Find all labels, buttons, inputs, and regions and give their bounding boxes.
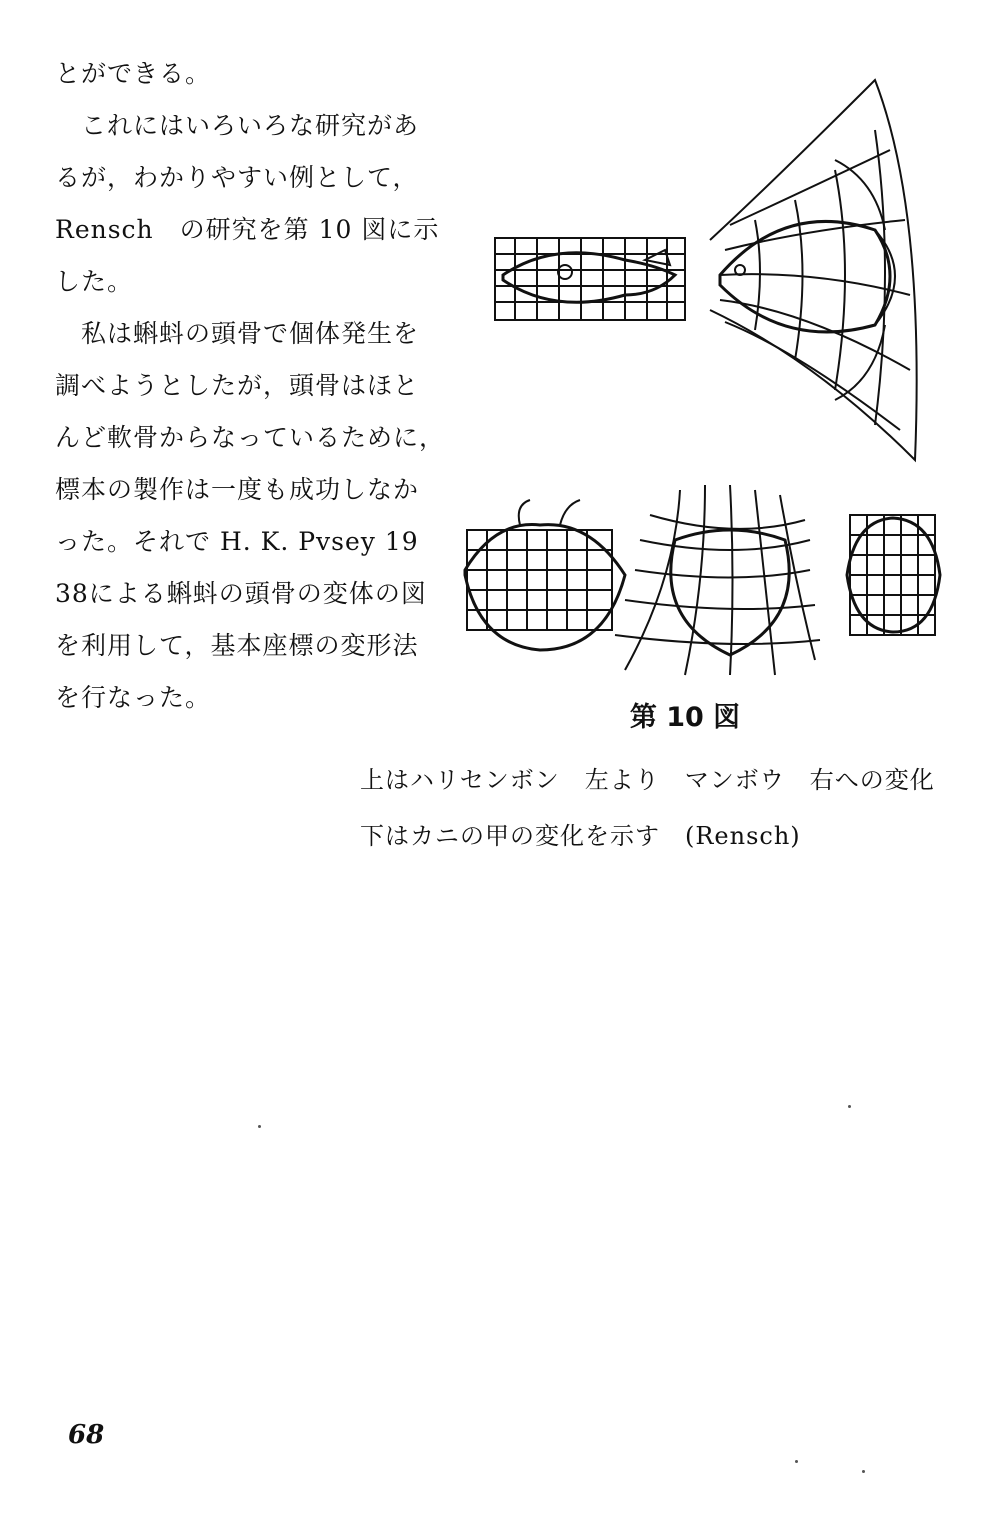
scan-speck: [848, 1105, 851, 1108]
body-line: を行なった。: [55, 683, 212, 712]
scan-speck: [795, 1460, 798, 1463]
body-line: んど軟骨からなっているために，: [55, 423, 446, 452]
body-line: を利用して，基本座標の変形法: [55, 631, 419, 660]
body-line: 調べようとしたが，頭骨はほと: [55, 371, 420, 400]
body-text: [55, 48, 446, 724]
body-line: とができる。: [55, 59, 212, 88]
body-line: Rensch の研究を第 10 図に示: [55, 215, 440, 244]
crab-shell-grid-deformed: [615, 485, 820, 675]
body-line: 標本の製作は一度も成功しなか: [55, 475, 420, 504]
body-line: これにはいろいろな研究があ: [55, 111, 420, 140]
page-number: 68: [68, 1420, 105, 1450]
caption-line: 下はカニの甲の変化を示す (Rensch): [360, 822, 801, 850]
figure-10-illustration: [455, 60, 975, 680]
scan-speck: [862, 1470, 865, 1473]
body-line: 私は蝌蚪の頭骨で個体発生を: [55, 319, 420, 348]
figure-caption: [360, 752, 990, 864]
porcupinefish-grid-drawing: [495, 238, 685, 320]
crab-shell-grid-right: [847, 515, 940, 635]
body-line: った。それで H. K. Pvsey 19: [55, 527, 419, 556]
body-line: 38による蝌蚪の頭骨の変体の図: [55, 579, 427, 608]
scan-speck: [258, 1125, 261, 1128]
figure-title: 第 10 図: [629, 702, 741, 733]
sunfish-deformed-grid-drawing: [710, 80, 917, 460]
body-line: した。: [55, 267, 134, 296]
caption-line: 上はハリセンボン 左より マンボウ 右への変化: [360, 766, 935, 794]
crab-shell-grid-left: [465, 500, 625, 650]
body-line: るが，わかりやすい例として，: [55, 163, 419, 192]
